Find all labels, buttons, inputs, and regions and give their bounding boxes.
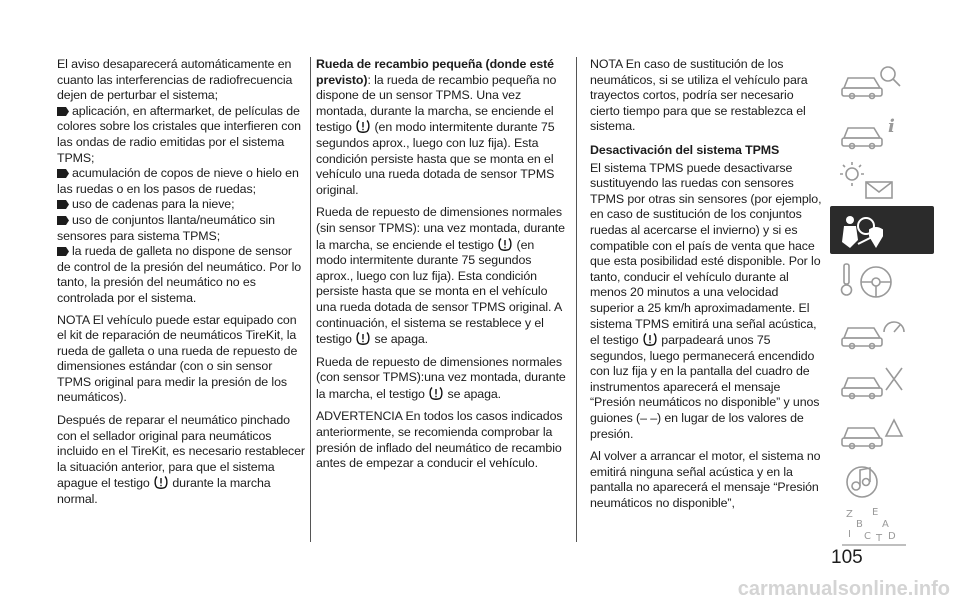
bullet-text: uso de cadenas para la nieve; xyxy=(72,197,235,212)
bullet-text: aplicación, en aftermarket, de películas de colores sobre los cristales que interfieren con las ondas de radio emitidas por el sistema TPMS; xyxy=(57,103,301,165)
section-heading: Desactivación del sistema TPMS xyxy=(590,142,780,157)
std-sensor-paragraph xyxy=(316,355,566,403)
emergency-triangle-icon xyxy=(830,406,934,454)
car-tools-icon xyxy=(830,356,934,404)
car-music-icon xyxy=(830,456,934,504)
page-number: 105 xyxy=(831,547,863,568)
std-nosensor-after: se apaga. xyxy=(374,332,429,347)
std-sensor-after: se apaga. xyxy=(447,386,501,401)
watermark: carmanualsonline.info xyxy=(737,578,950,600)
column-divider-1 xyxy=(310,57,311,542)
nota-kit: NOTA El vehículo puede estar equipado con el kit de reparación de neumáticos TireKit, la rueda de galleta o una rueda de repuesto de dimensiones estándar (con o sin sensor TPMS original para medir la presión de los neumáticos). xyxy=(57,312,298,405)
chapter-tab-maintenance[interactable] xyxy=(830,356,934,404)
std-nosensor-mid: (en modo intermitente durante 75 segundos aprox., luego con luz fija). Esta condición persiste hasta que se monta en el vehículo una rueda dotada de sensor TPMS original. A continuación, el sistema se restablece y el testigo xyxy=(316,237,562,347)
bullet-item xyxy=(57,244,307,306)
repair-text-before: Después de reparar el neumático pinchado con el sellador original para neumáticos incluido en el TireKit, es necesario restablecer la situación anterior, para que el sistema apague el testigo xyxy=(57,413,305,491)
chapter-tab-driving[interactable] xyxy=(830,306,934,354)
bullet-marker-icon xyxy=(57,107,69,116)
bullet-item xyxy=(57,166,307,197)
car-info-icon xyxy=(830,106,934,154)
svg-text:Z: Z xyxy=(846,509,853,520)
column-1 xyxy=(57,57,307,515)
std-sensor-before: Rueda de repuesto de dimensiones normales (con sensor TPMS):una vez montada, durante la marcha, el testigo xyxy=(316,354,566,401)
bullet-list xyxy=(57,104,307,307)
alphabet-index-icon xyxy=(830,503,934,551)
deact-after: parpadeará unos 75 segundos, luego permanecerá encendido con luz fija y en la pantalla del cuadro de instrumentos aparecerá el mensaje “Presión neumáticos no disponible” y unos guiones (– –) en lugar de los valores de presión. xyxy=(590,333,820,441)
tire-pressure-warning-icon xyxy=(356,119,370,133)
repair-text-after: durante la marcha normal. xyxy=(57,476,271,507)
column-2 xyxy=(316,57,566,479)
svg-text:B: B xyxy=(856,519,863,530)
airbag-safety-icon xyxy=(830,206,934,254)
car-gauge-icon xyxy=(830,306,934,354)
chapter-tab-warning-lights[interactable] xyxy=(830,156,934,204)
svg-text:D: D xyxy=(888,531,896,542)
svg-text:C: C xyxy=(864,531,871,542)
restart-paragraph: Al volver a arrancar el motor, el sistema no emitirá ninguna señal acústica y en la pantalla no aparecerá el mensaje “Presión neumáticos no disponible”, xyxy=(590,449,821,511)
spare-text-after: (en modo intermitente durante 75 segundos aprox., luego con luz fija). Esta condición persiste hasta que se monta en el vehículo una rueda dotada de sensor TPMS original. xyxy=(316,120,555,197)
warning-lights-icon xyxy=(830,156,934,204)
bullet-marker-icon xyxy=(57,247,69,256)
std-nosensor-before: Rueda de repuesto de dimensiones normales (sin sensor TPMS): una vez montada, durante la marcha, se enciende el testigo xyxy=(316,205,565,252)
spare-paragraph xyxy=(316,57,566,198)
column-3 xyxy=(590,57,822,519)
advertencia-paragraph: ADVERTENCIA En todos los casos indicados anteriormente, se recomienda comprobar la presión de inflado del neumático de recambio antes de empezar a conducir el vehículo. xyxy=(316,409,563,471)
deactivation-paragraph xyxy=(590,161,822,443)
svg-text:i: i xyxy=(888,116,895,137)
svg-text:A: A xyxy=(882,519,889,530)
chapter-tab-emergency[interactable] xyxy=(830,406,934,454)
tire-pressure-warning-icon xyxy=(498,237,512,251)
tire-pressure-warning-icon xyxy=(429,386,443,400)
spare-text-before: : la rueda de recambio pequeña no dispone de un sensor TPMS. Una vez montada, durante la marcha, se enciende el testigo xyxy=(316,72,557,135)
svg-text:E: E xyxy=(872,507,879,518)
bullet-item xyxy=(57,104,307,166)
bullet-text: la rueda de galleta no dispone de sensor de control de la presión del neumático. Por lo tanto, la presión del neumático no es controlada por el sistema. xyxy=(57,244,302,305)
svg-text:I: I xyxy=(848,529,851,540)
tire-pressure-warning-icon xyxy=(154,475,168,489)
bullet-marker-icon xyxy=(57,200,69,209)
deact-before: El sistema TPMS puede desactivarse sustituyendo las ruedas con sensores TPMS por otras sin sensores (por ejemplo, en caso de sustitución de los conjuntos ruedas al acercarse el invierno) y si es compatible con el país de venta que hace que esta posibilidad esté disponible. Por lo tanto, conducir el vehículo durante al menos 20 minutos a una velocidad superior a 25 km/h aproximadamente. El sistema TPMS emitirá una señal acústica, el testigo xyxy=(590,160,822,348)
steering-wheel-key-icon xyxy=(830,256,934,304)
bullet-marker-icon xyxy=(57,216,69,225)
chapter-tab-multimedia[interactable] xyxy=(830,456,934,504)
tire-pressure-warning-icon xyxy=(356,331,370,345)
car-magnifier-icon xyxy=(830,56,934,104)
bullet-item xyxy=(57,213,307,244)
chapter-tab-safety[interactable] xyxy=(830,206,934,254)
std-nosensor-paragraph xyxy=(316,205,566,347)
chapter-tab-index[interactable] xyxy=(830,503,934,551)
repair-paragraph xyxy=(57,413,307,508)
chapter-tab-know-car[interactable] xyxy=(830,56,934,104)
tire-pressure-warning-icon xyxy=(643,332,657,346)
bullet-item xyxy=(57,197,307,213)
bullet-text: uso de conjuntos llanta/neumático sin sensores para sistema TPMS; xyxy=(57,212,275,243)
bullet-text: acumulación de copos de nieve o hielo en las ruedas o en los pasos de ruedas; xyxy=(57,166,299,196)
bullet-marker-icon xyxy=(57,169,69,178)
nota-sustitucion: NOTA En caso de sustitución de los neumáticos, si se utiliza el vehículo para trayectos cortos, podría ser necesario cierto tiempo para que se restablezca el sistema. xyxy=(590,57,808,134)
column-divider-2 xyxy=(576,57,577,542)
svg-text:T: T xyxy=(876,533,883,544)
spare-heading: Rueda de recambio pequeña (donde esté previsto) xyxy=(316,57,554,87)
intro-text: El aviso desaparecerá automáticamente en cuanto las interferencias de radiofrecuencia dejen de perturbar el sistema; xyxy=(57,57,293,103)
chapter-tab-starting[interactable] xyxy=(830,256,934,304)
chapter-tab-dashboard[interactable] xyxy=(830,106,934,154)
